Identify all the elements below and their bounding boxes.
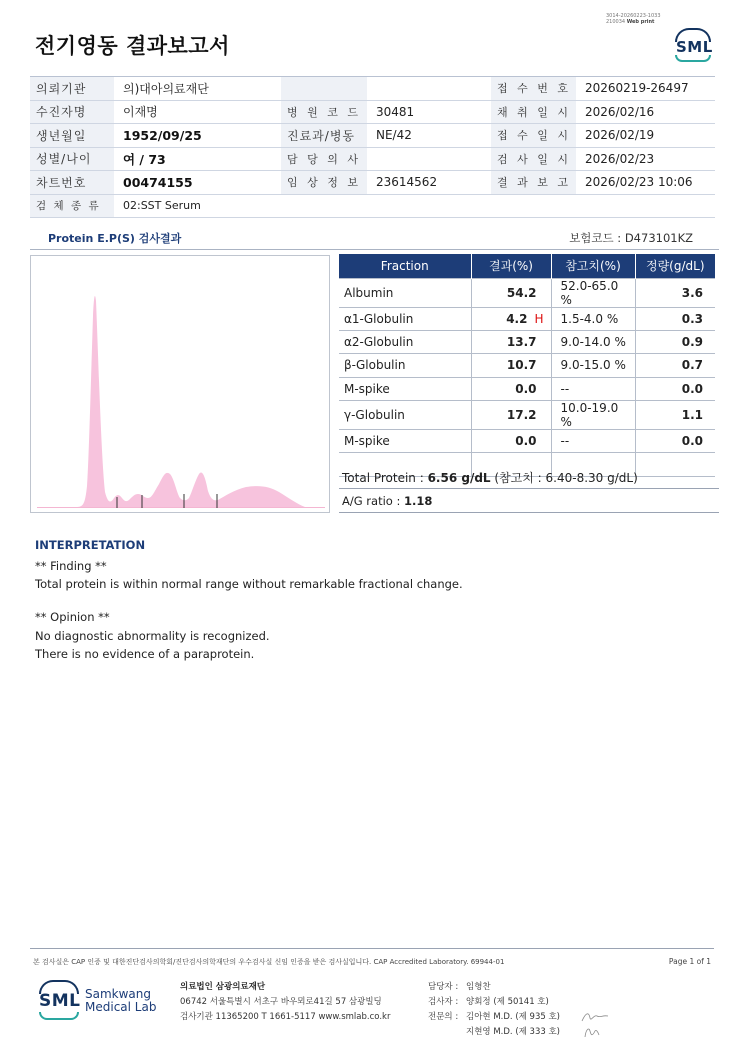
info-value: 23614562 — [367, 171, 491, 195]
reference-range: -- — [551, 377, 635, 400]
amount-value: 0.7 — [635, 354, 715, 377]
staff-role: 담당자 : — [428, 982, 459, 992]
result-row — [339, 401, 715, 430]
staff-name: 지현영 M.D. (제 333 호) — [466, 1027, 561, 1037]
info-value: 의)대아의료재단 — [114, 77, 281, 101]
birth-date: 1952/09/25 — [114, 124, 281, 148]
logo-bottom-arc — [39, 1012, 79, 1020]
fraction-name: γ-Globulin — [339, 401, 471, 430]
info-label — [281, 77, 367, 101]
reference-range: 1.5-4.0 % — [551, 307, 635, 330]
staff-row — [428, 1025, 560, 1040]
col-amount: 정량(g/dL) — [635, 254, 715, 278]
patient-name: 이재명 — [114, 100, 281, 124]
info-row — [30, 194, 715, 218]
results-table — [339, 254, 715, 477]
staff-role: 검사자 : — [428, 997, 459, 1007]
amount-value: 0.0 — [635, 377, 715, 400]
info-label: 차트번호 — [30, 171, 114, 195]
fraction-name: α1-Globulin — [339, 307, 471, 330]
col-reference: 참고치(%) — [551, 254, 635, 278]
result-row — [339, 354, 715, 377]
logo-bottom-arc — [675, 55, 711, 62]
reference-range: 9.0-15.0 % — [551, 354, 635, 377]
opinion-text-1: No diagnostic abnormality is recognized. — [35, 629, 270, 643]
reference-range: 10.0-19.0 % — [551, 401, 635, 430]
info-label: 검 사 일 시 — [491, 147, 576, 171]
amount-value: 0.9 — [635, 330, 715, 353]
info-label: 생년월일 — [30, 124, 114, 148]
info-value — [367, 77, 491, 101]
result-row — [339, 278, 715, 307]
info-label: 성별/나이 — [30, 147, 114, 171]
info-label: 의뢰기관 — [30, 77, 114, 101]
staff-row — [428, 1010, 560, 1025]
ag-ratio-label: A/G ratio : — [342, 494, 405, 508]
opinion-heading: ** Opinion ** — [35, 610, 110, 624]
result-value: 0.0 — [515, 381, 537, 396]
info-row — [30, 147, 715, 171]
section-title: Protein E.P(S) 검사결과 — [48, 232, 182, 245]
info-value — [367, 147, 491, 171]
print-code — [606, 13, 661, 25]
staff-info — [428, 980, 560, 1040]
divider — [30, 249, 719, 250]
finding-text: Total protein is within normal range without remarkable fractional change. — [35, 577, 463, 591]
signature-2 — [582, 1025, 602, 1041]
electrophoresis-curve — [31, 256, 331, 514]
amount-value: 0.0 — [635, 430, 715, 453]
result-value: 13.7 — [506, 335, 537, 350]
result-value: 10.7 — [506, 358, 537, 373]
web-print-label: Web print — [626, 19, 655, 25]
fraction-name: Albumin — [339, 278, 471, 307]
print-code-line1: 3014-20260223-1033 — [606, 13, 661, 19]
brand-line-2: Medical Lab — [85, 1000, 157, 1014]
info-value: 2026/02/16 — [576, 100, 715, 124]
result-value: 0.0 — [515, 434, 537, 449]
signature-mark — [580, 1010, 610, 1024]
result-row — [339, 377, 715, 400]
info-label: 병 원 코 드 — [281, 100, 367, 124]
fraction-name: M-spike — [339, 430, 471, 453]
result-value: 54.2 — [506, 285, 537, 300]
insurance-code: 보험코드 : D473101KZ — [569, 231, 693, 245]
total-protein-label: Total Protein : — [342, 471, 428, 485]
info-label: 결 과 보 고 — [491, 171, 576, 195]
accreditation-note: 본 검사실은 CAP 인증 및 대한진단검사의학회/진단검사의학재단의 우수검사실 신임 인증을 받은 검사실입니다. CAP Accredited Laboratory. 69944-01 — [33, 958, 505, 966]
result-value: 4.2 — [506, 311, 528, 326]
staff-name: 양회정 (제 50141 호) — [466, 997, 549, 1007]
total-protein-unit: g/dL — [457, 471, 491, 485]
page-number: Page 1 of 1 — [668, 957, 711, 966]
result-row — [339, 430, 715, 453]
result-row — [339, 307, 715, 330]
brand-name — [85, 988, 156, 1014]
high-flag: H — [534, 311, 544, 326]
interpretation-title: INTERPRETATION — [35, 538, 146, 552]
organization-info — [180, 980, 390, 1025]
specimen-type: 02:SST Serum — [114, 194, 715, 218]
info-value: 2026/02/23 10:06 — [576, 171, 715, 195]
info-value: NE/42 — [367, 124, 491, 148]
info-row — [30, 171, 715, 195]
reference-range: -- — [551, 430, 635, 453]
info-label: 검 체 종 류 — [30, 194, 114, 218]
info-value: 2026/02/19 — [576, 124, 715, 148]
protein-curve — [37, 296, 325, 507]
info-row — [30, 124, 715, 148]
sml-logo-footer — [36, 980, 82, 1026]
total-protein-value: 6.56 — [427, 471, 458, 485]
ag-ratio-value: 1.18 — [404, 494, 433, 508]
info-label: 채 취 일 시 — [491, 100, 576, 124]
staff-name: 임형찬 — [466, 982, 491, 992]
logo-text: SML — [39, 991, 81, 1011]
info-value: 2026/02/23 — [576, 147, 715, 171]
info-row — [30, 77, 715, 101]
chart-number: 00474155 — [114, 171, 281, 195]
amount-value: 1.1 — [635, 401, 715, 430]
electrophoresis-graph — [30, 255, 330, 513]
col-result: 결과(%) — [471, 254, 551, 278]
reference-range: 52.0-65.0 % — [551, 278, 635, 307]
staff-name: 김아현 M.D. (제 935 호) — [466, 1012, 561, 1022]
opinion-text-2: There is no evidence of a paraprotein. — [35, 647, 255, 661]
info-label: 진료과/병동 — [281, 124, 367, 148]
patient-info-table — [30, 76, 715, 218]
staff-row — [428, 980, 560, 995]
org-name: 의료법인 삼광의료재단 — [180, 982, 266, 992]
page-title: 전기영동 결과보고서 — [35, 34, 230, 58]
signature-mark — [582, 1025, 602, 1039]
org-address: 06742 서울특별시 서초구 바우뫼로41길 57 삼광빌딩 — [180, 997, 382, 1007]
brand-line-1: Samkwang — [85, 987, 151, 1001]
col-fraction: Fraction — [339, 254, 471, 278]
amount-value: 0.3 — [635, 307, 715, 330]
footer-divider — [30, 948, 714, 949]
info-label: 접 수 번 호 — [491, 77, 576, 101]
fraction-name: β-Globulin — [339, 354, 471, 377]
signature-1 — [580, 1010, 610, 1026]
reference-range: 9.0-14.0 % — [551, 330, 635, 353]
staff-row — [428, 995, 560, 1010]
info-row — [30, 100, 715, 124]
total-protein — [339, 467, 719, 489]
fraction-name: α2-Globulin — [339, 330, 471, 353]
result-row — [339, 330, 715, 353]
info-label: 담 당 의 사 — [281, 147, 367, 171]
info-value: 30481 — [367, 100, 491, 124]
sex-age: 여 / 73 — [114, 147, 281, 171]
results-header-row — [339, 254, 715, 278]
print-code-line2: 210034 — [606, 19, 626, 25]
sml-logo — [672, 28, 714, 62]
result-value: 17.2 — [506, 408, 537, 423]
fraction-name: M-spike — [339, 377, 471, 400]
staff-role: 전문의 : — [428, 1012, 459, 1022]
finding-heading: ** Finding ** — [35, 559, 107, 573]
total-protein-reference: (참고치 : 6.40-8.30 g/dL) — [490, 471, 638, 485]
info-label: 수진자명 — [30, 100, 114, 124]
ag-ratio — [339, 490, 719, 513]
logo-text: SML — [676, 38, 713, 56]
info-value: 20260219-26497 — [576, 77, 715, 101]
info-label: 임 상 정 보 — [281, 171, 367, 195]
info-label: 접 수 일 시 — [491, 124, 576, 148]
amount-value: 3.6 — [635, 278, 715, 307]
org-contact: 검사기관 11365200 T 1661-5117 www.smlab.co.kr — [180, 1012, 391, 1022]
